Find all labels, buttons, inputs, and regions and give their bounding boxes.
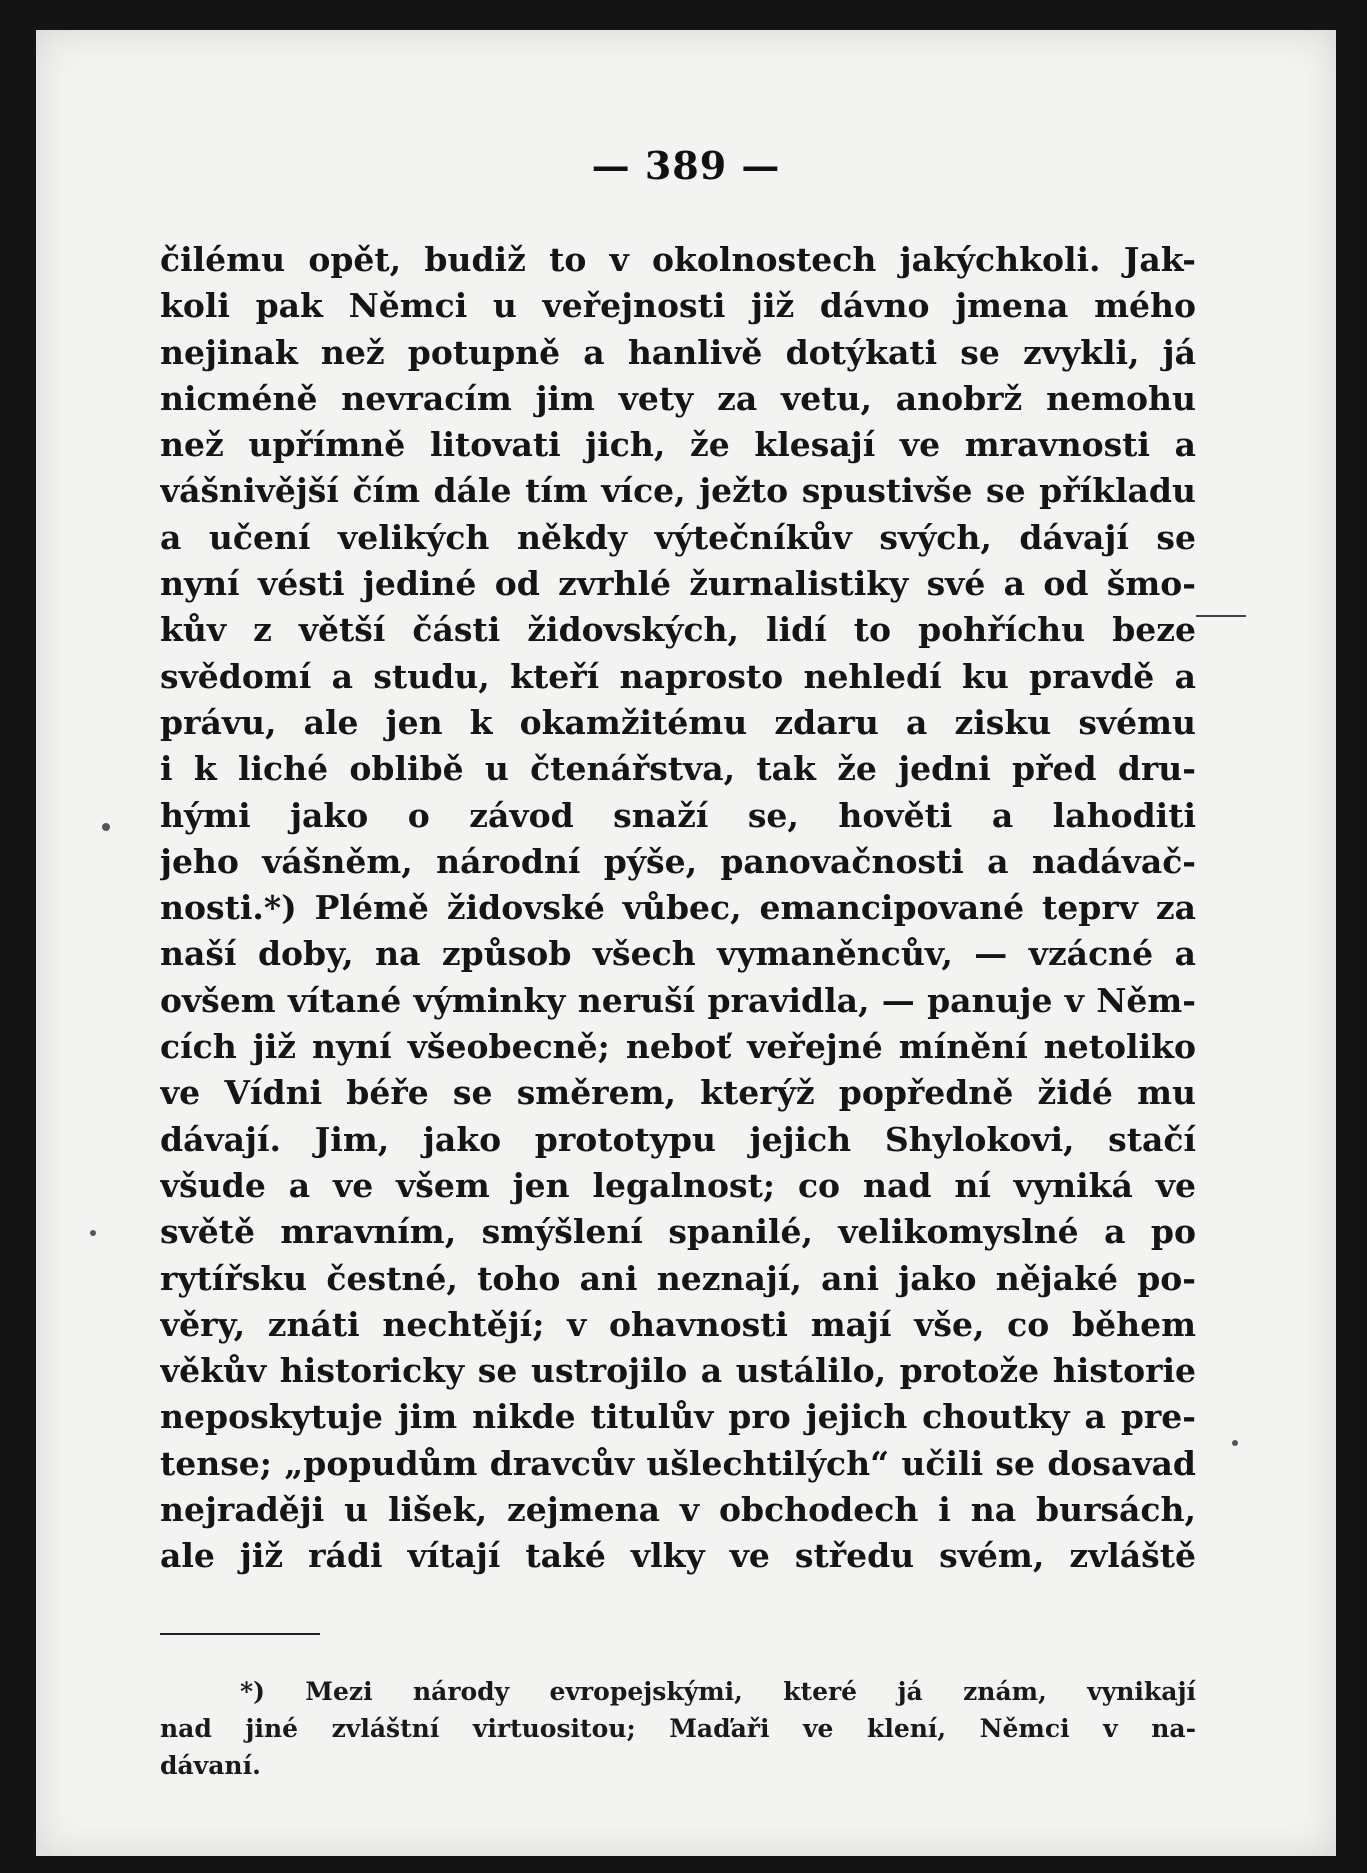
text-line: věkův historicky se ustrojilo a ustálilo, protože historie bbox=[160, 1351, 1196, 1391]
body-text bbox=[160, 237, 1196, 1580]
text-line: ve Vídni béře se směrem, kterýž popředně židé mu bbox=[160, 1073, 1196, 1113]
text-line: všude a ve všem jen legalnost; co nad ní vyniká ve bbox=[160, 1165, 1196, 1205]
text-line: vášnivější čím dále tím více, ježto spustivše se příkladu bbox=[160, 471, 1196, 511]
text-line: cích již nyní všeobecně; neboť veřejné mínění netoliko bbox=[160, 1027, 1196, 1067]
footnote-line: *) Mezi národy evropejskými, které já znám, vynikají bbox=[240, 1677, 1196, 1706]
ink-speck bbox=[1232, 1440, 1238, 1446]
ink-speck bbox=[90, 1230, 96, 1236]
text-line: kův z větší části židovských, lidí to pohříchu beze bbox=[160, 610, 1196, 650]
margin-mark bbox=[1196, 615, 1246, 617]
text-line: nejinak než potupně a hanlivě dotýkati se zvykli, já bbox=[160, 332, 1196, 372]
text-line: hými jako o závod snaží se, hověti a lahoditi bbox=[160, 795, 1196, 835]
text-line: jeho vášněm, národní pýše, panovačnosti a nadávač- bbox=[160, 841, 1196, 881]
text-line: naší doby, na způsob všech vymaněncův, — vzácné a bbox=[160, 934, 1196, 974]
text-line: svědomí a studu, kteří naprosto nehledí ku pravdě a bbox=[160, 656, 1196, 696]
text-line: čilému opět, budiž to v okolnostech jakýchkoli. Jak- bbox=[160, 240, 1196, 279]
text-line: právu, ale jen k okamžitému zdaru a zisku svému bbox=[160, 702, 1196, 742]
text-line: nicméně nevracím jim vety za vetu, anobrž nemohu bbox=[160, 378, 1196, 418]
text-line: než upřímně litovati jich, že klesají ve mravnosti a bbox=[160, 425, 1196, 465]
text-line: věry, znáti nechtějí; v ohavnosti mají vše, co během bbox=[160, 1304, 1196, 1344]
text-line: tense; „popudům dravcův ušlechtilých“ učili se dosavad bbox=[160, 1443, 1196, 1483]
text-line: i k liché oblibě u čtenářstva, tak že jedni před dru- bbox=[160, 749, 1196, 789]
text-line: nosti.*) Plémě židovské vůbec, emancipované teprv za bbox=[160, 888, 1196, 928]
footnote bbox=[160, 1673, 1196, 1784]
page-number: — 389 — bbox=[591, 143, 781, 188]
book-page bbox=[36, 30, 1336, 1856]
text-line: nejraději u lišek, zejmena v obchodech i na bursách, bbox=[160, 1490, 1196, 1530]
text-line: ale již rádi vítají také vlky ve středu svém, zvláště bbox=[160, 1536, 1196, 1576]
footnote-line: nad jiné zvláštní virtuositou; Maďaři ve klení, Němci v na- bbox=[160, 1714, 1196, 1743]
text-line: dávají. Jim, jako prototypu jejich Shylokovi, stačí bbox=[160, 1119, 1196, 1159]
text-line: nyní vésti jediné od zvrhlé žurnalistiky své a od šmo- bbox=[160, 564, 1196, 604]
text-line: ovšem vítané výminky neruší pravidla, — panuje v Něm- bbox=[160, 980, 1196, 1020]
text-line: neposkytuje jim nikde titulův pro jejich choutky a pre- bbox=[160, 1397, 1196, 1437]
text-line: koli pak Němci u veřejnosti již dávno jmena mého bbox=[160, 286, 1196, 326]
footnote-divider bbox=[160, 1633, 320, 1635]
text-line: rytířsku čestné, toho ani neznají, ani jako nějaké po- bbox=[160, 1258, 1196, 1298]
text-line: a učení velikých někdy výtečníkův svých, dávají se bbox=[160, 517, 1196, 557]
ink-speck bbox=[102, 823, 110, 831]
footnote-line: dávaní. bbox=[160, 1751, 261, 1780]
text-line: světě mravním, smýšlení spanilé, velikomyslné a po bbox=[160, 1212, 1196, 1252]
